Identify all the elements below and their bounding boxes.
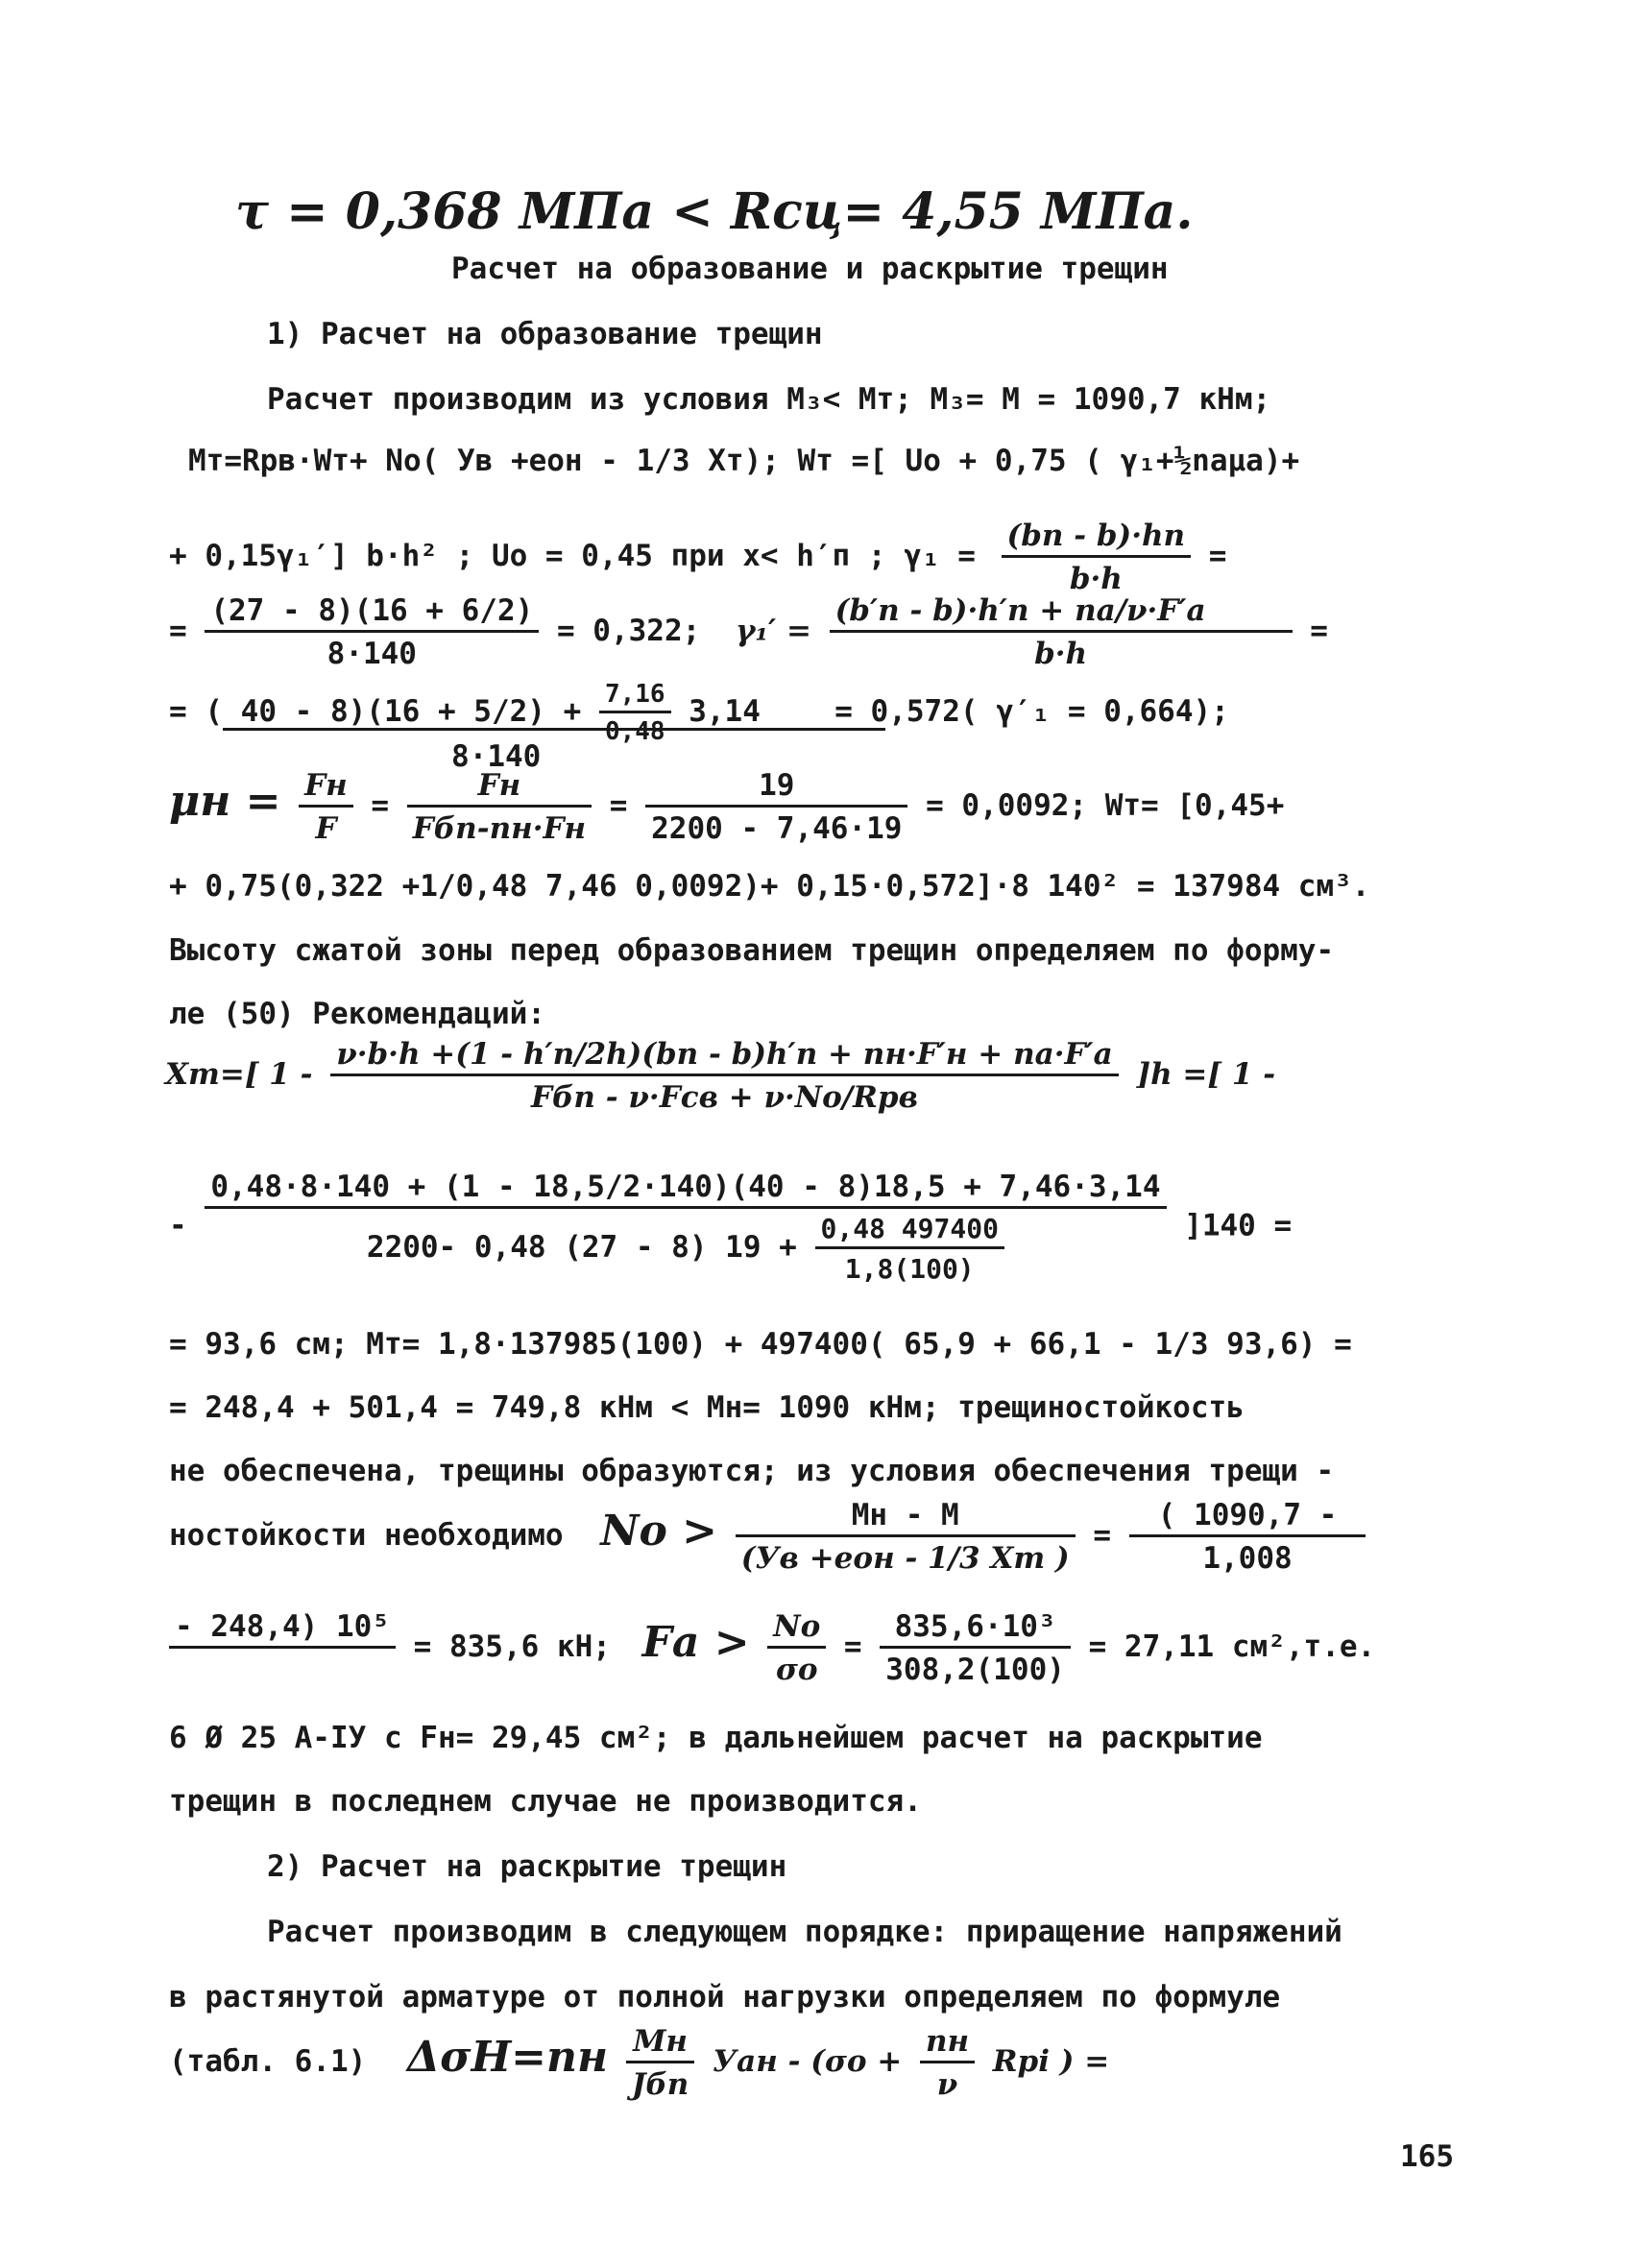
xt-numeric-line: - 0,48·8·140 + (1 - 18,5/2·140)(40 - 8)18,5 + 7,46·3,14 2200- 0,48 (27 - 8) 19 + $\frac{0,48 497400}{1,8(100)}$ ]140 = <box>169 1170 1293 1285</box>
no-fraction: $\frac{Мн - М}{\text{(Ув +eон - 1/3 Хт )}}$ <box>736 1498 1076 1576</box>
text-line-23: Расчет производим в следующем порядке: приращение напряжений <box>267 1915 1342 1949</box>
text-line-17: не обеспечена, трещины образуются; из условия обеспечения трещи - <box>169 1454 1335 1488</box>
fa-fraction: $\frac{Nо}{\sigma о}$ <box>767 1609 826 1687</box>
fa-line: - 248,4) 10⁵ = 835,6 кН; Fа > $\frac{Nо}{\sigma о}$ = $\frac{\text{835,6·10³}}{308,2(100)}$ = 27,11 см²,т.е. <box>169 1609 1375 1687</box>
section-heading: Расчет на образование и раскрытие трещин <box>451 252 1169 286</box>
shear-check-line: τ = 0,368 МПа < Rсц= 4,55 МПа. <box>235 182 1194 241</box>
delta-sigma-fraction-2: $\frac{nн}{\nu}$ <box>920 2024 975 2102</box>
page-number: 165 <box>1400 2139 1454 2174</box>
text-line-16: = 248,4 + 501,4 = 749,8 кНм < Мн= 1090 кНм; трещиностойкость <box>169 1390 1245 1425</box>
text-line-24: в растянутой арматуре от полной нагрузки определяем по формуле <box>169 1980 1281 2015</box>
formula-mt-line: Мт=Rрв·Wт+ Nо( Ув +eон - 1/3 Хт); Wт =[ Uо + 0,75 ( γ₁+½nаμа)+ <box>188 444 1300 478</box>
xt-numeric-fraction: 0,48·8·140 + (1 - 18,5/2·140)(40 - 8)18,5 + 7,46·3,14 2200- 0,48 (27 - 8) 19 + $\frac{0,48 497400}{1,8(100)}$ <box>205 1170 1166 1285</box>
subsection-heading-1: 1) Расчет на образование трещин <box>267 317 823 351</box>
mu-fraction-1: $\frac{Fн}{F}$ <box>299 768 353 846</box>
fa-numeric-fraction: $\frac{\text{835,6·10³}}{308,2(100)}$ <box>880 1609 1071 1687</box>
text-line-12: ле (50) Рекомендаций: <box>169 997 545 1031</box>
no-continued-fraction: - 248,4) 10⁵ <box>169 1609 396 1687</box>
condition-line: Расчет производим из условия М₃< Мт; М₃= М = 1090,7 кНм; <box>267 382 1271 417</box>
gamma1-numeric-fraction: $\frac{(27 - 8)(16 + 6/2)}{8\cdot 140}$ <box>205 593 539 671</box>
delta-sigma-fraction-1: $\frac{Мн}{\text{Jбп}}$ <box>626 2024 695 2102</box>
xt-formula-line: Хт=[ 1 - $\frac{\nu\cdot b\cdot h +(1 - h'п/2h)(bп - b)h'п + nн\cdot F'н + nа\cdot F'а}{\text{Fбп - ν·Fсв + ν·Nо/Rрв}}$ ]h =[ 1 - <box>165 1037 1276 1115</box>
no-formula-line: ностойкости необходимо Nо > $\frac{Мн - М}{\text{(Ув +eон - 1/3 Хт )}}$ = $\frac{( 1090,7 -}{1,008}$ <box>169 1498 1366 1576</box>
gamma1-prime-fraction: $\frac{(b'п - b)\cdot h'п + nа/\nu\cdot F'а}{b\cdot h}$ <box>830 593 1293 671</box>
subsection-heading-2: 2) Расчет на раскрытие трещин <box>267 1849 787 1884</box>
mt-value-line: = 93,6 см; Мт= 1,8·137985(100) + 497400( 65,9 + 66,1 - 1/3 93,6) = <box>169 1327 1352 1362</box>
gamma1-fraction: $\frac{(bп - b)\cdot hп}{b\cdot h}$ <box>1002 519 1192 596</box>
gamma1-prime-value-line: = ( 40 - 8)(16 + 5/2) + $\frac{7,16}{0,48}$ 3,14 = 0,572( γ′₁ = 0,664); <box>169 680 1229 746</box>
no-numeric-fraction: $\frac{( 1090,7 -}{1,008}$ <box>1129 1498 1366 1576</box>
fraction-bar <box>223 728 885 731</box>
small-fraction: $\frac{7,16}{0,48}$ <box>599 680 671 746</box>
text-line-20: 6 Ø 25 А-IУ с Fн= 29,45 см²; в дальнейшем расчет на раскрытие <box>169 1721 1263 1755</box>
formula-gamma1-line: + 0,15γ₁′] b·h² ; Uо = 0,45 при x< h′п ; γ₁ = $\frac{(bп - b)\cdot hп}{b\cdot h}$ = <box>169 519 1227 596</box>
mu-fraction-2: $\frac{Fн}{\text{Fбп-nн·Fн}}$ <box>407 768 592 846</box>
denominator-line: 8·140 <box>451 739 542 774</box>
xt-fraction: $\frac{\nu\cdot b\cdot h +(1 - h'п/2h)(bп - b)h'п + nн\cdot F'н + nа\cdot F'а}{\text{Fбп - ν·Fсв + ν·Nо/Rрв}}$ <box>330 1037 1119 1115</box>
delta-sigma-line: (табл. 6.1) ΔσН=nн $\frac{Мн}{\text{Jбп}}$ Уан - (σо + $\frac{nн}{\nu}$ Rрi ) = <box>169 2024 1110 2102</box>
text-line-11: Высоту сжатой зоны перед образованием трещин определяем по форму- <box>169 933 1335 968</box>
wt-value-line: + 0,75(0,322 +1/0,48 7,46 0,0092)+ 0,15·0,572]·8 140² = 137984 см³. <box>169 869 1370 904</box>
mu-fraction-3: $\frac{19}{2200 - 7,46\cdot 19}$ <box>645 768 907 846</box>
mu-line: μн = $\frac{Fн}{F}$ = $\frac{Fн}{\text{Fбп-nн·Fн}}$ = $\frac{19}{2200 - 7,46\cdot 19}$ = 0,0092; Wт= [0,45+ <box>169 768 1285 846</box>
gamma1-value-line: = $\frac{(27 - 8)(16 + 6/2)}{8\cdot 140}$ = 0,322; γ₁′ = $\frac{(b'п - b)\cdot h'п + nа/\nu\cdot F'а}{b\cdot h}$ = <box>169 593 1328 671</box>
xt-inner-fraction: $\frac{0,48 497400}{1,8(100)}$ <box>815 1213 1004 1285</box>
text-line-21: трещин в последнем случае не производится. <box>169 1784 922 1819</box>
